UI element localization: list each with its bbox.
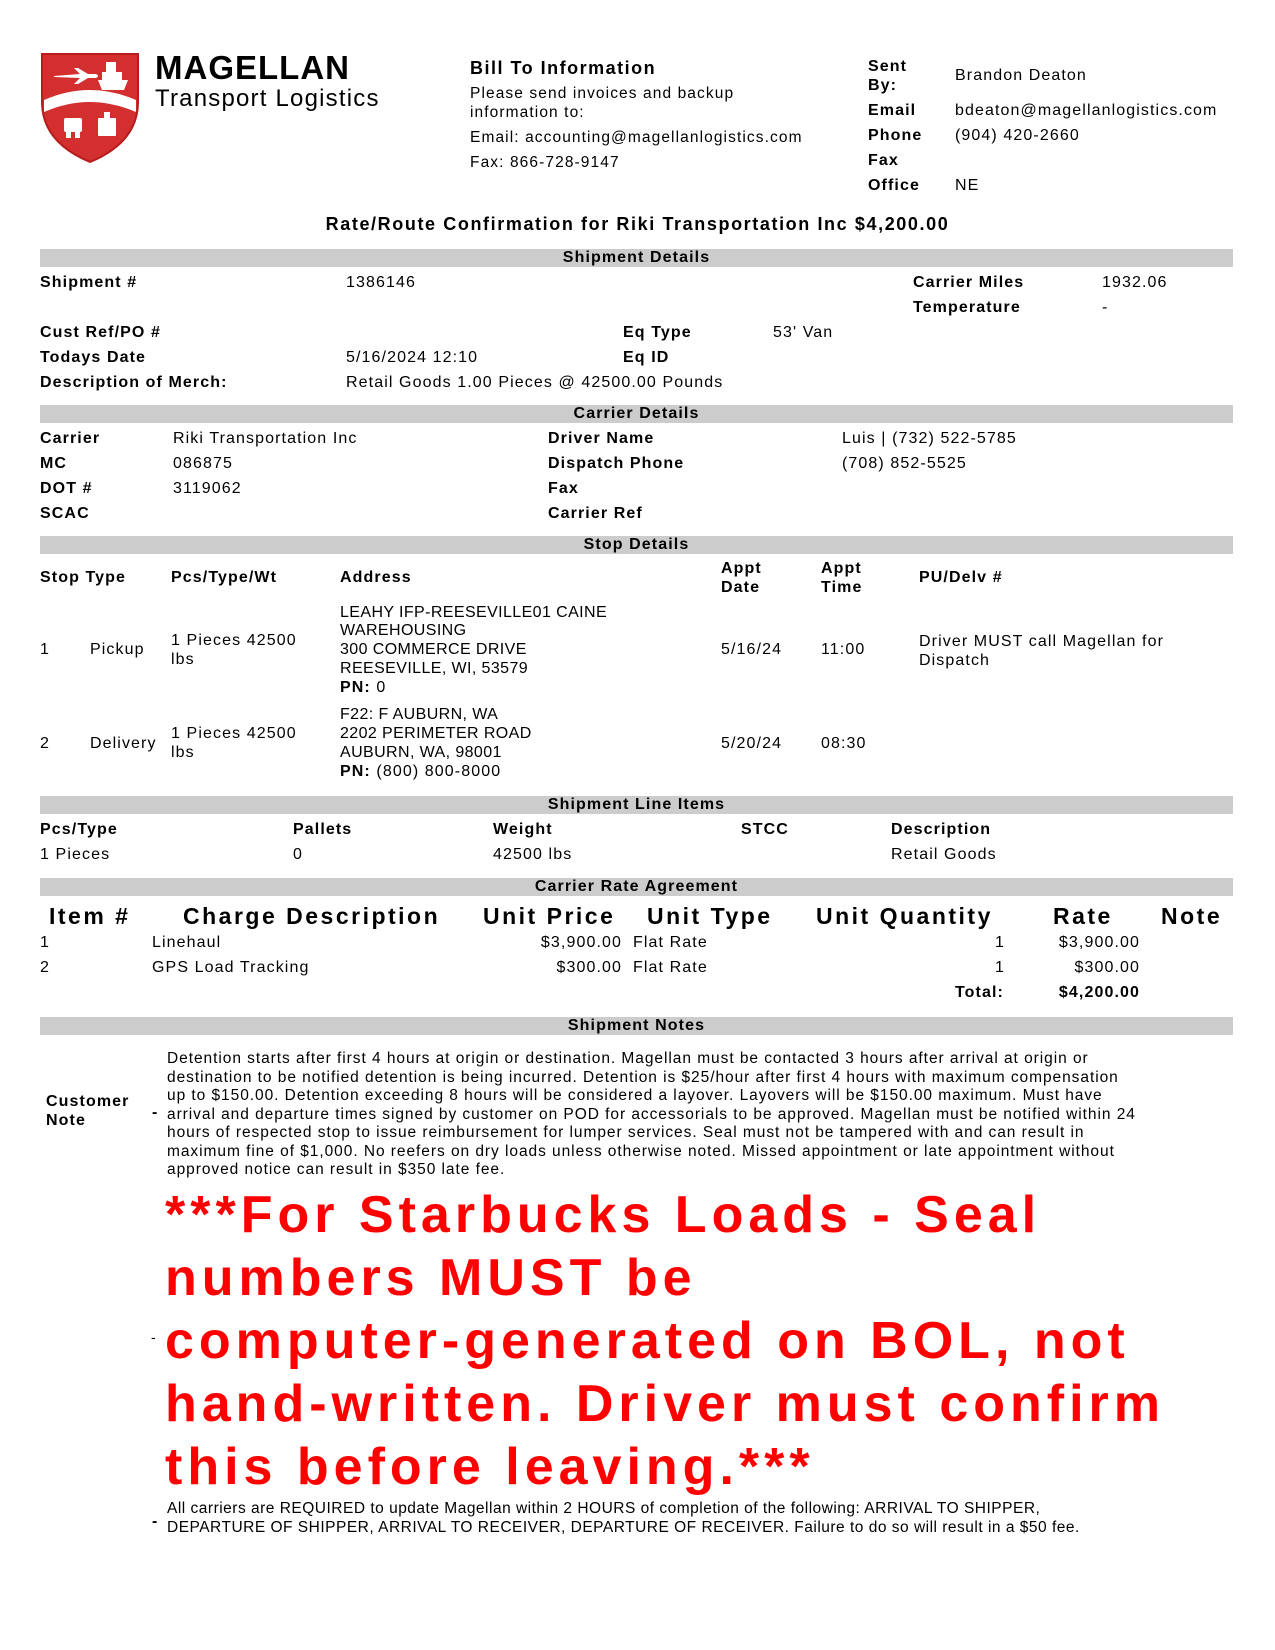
driver-name: Luis | (732) 522-5785 bbox=[842, 430, 1017, 447]
stop-2-type: Delivery bbox=[90, 735, 157, 752]
bill-to-fax: Fax: 866-728-9147 bbox=[470, 154, 620, 171]
shipment-notes-header: Shipment Notes bbox=[40, 1017, 1233, 1035]
todays-date: 5/16/2024 12:10 bbox=[346, 349, 479, 366]
rate-1-desc: Linehaul bbox=[152, 934, 222, 951]
company-tagline: Transport Logistics bbox=[155, 85, 380, 112]
document-title: Rate/Route Confirmation for Riki Transportation Inc $4,200.00 bbox=[325, 214, 950, 234]
note-1-text bbox=[167, 1050, 1136, 1180]
rate-1-qty: 1 bbox=[995, 934, 1005, 951]
stop-2-number: 2 bbox=[40, 735, 50, 752]
note-1-line: Detention starts after first 4 hours at origin or destination. Magellan must be contacted 3 hours after arrival at origin or bbox=[167, 1050, 1089, 1067]
weight-col: Weight bbox=[493, 821, 553, 838]
note-1-line: up to $150.00. Detention exceeding 8 hours will be considered a layover. Layovers will be $150.00 maximum. Must have bbox=[167, 1087, 1103, 1104]
bill-to-line2: information to: bbox=[470, 104, 585, 121]
carrier-miles-label: Carrier Miles bbox=[913, 274, 1025, 291]
line-pallets: 0 bbox=[293, 846, 303, 863]
shipment-details-header: Shipment Details bbox=[40, 249, 1233, 267]
line-description: Retail Goods bbox=[891, 846, 997, 863]
company-logo-shield bbox=[40, 50, 140, 165]
unit-type-col: Unit Type bbox=[647, 903, 773, 929]
warning-line: ***For Starbucks Loads - Seal bbox=[165, 1186, 1042, 1244]
stop-2-pn: PN: (800) 800-8000 bbox=[340, 763, 502, 780]
rate-2-type: Flat Rate bbox=[633, 959, 708, 976]
mc-number: 086875 bbox=[173, 455, 233, 472]
description-col: Description bbox=[891, 821, 992, 838]
line-items-header: Shipment Line Items bbox=[40, 796, 1233, 814]
unit-price-col: Unit Price bbox=[483, 903, 616, 929]
stop-2-appt-date: 5/20/24 bbox=[721, 735, 783, 752]
appt-time-col-2: Time bbox=[821, 579, 863, 596]
stop-1-pcs-line2: lbs bbox=[171, 651, 195, 668]
total-amount: $4,200.00 bbox=[1058, 984, 1140, 1001]
pu-delv-col: PU/Delv # bbox=[919, 569, 1003, 586]
warning-line: numbers MUST be bbox=[165, 1249, 697, 1307]
note-3-text bbox=[167, 1500, 1080, 1537]
stop-1-type: Pickup bbox=[90, 641, 145, 658]
stop-1-address-line2: WAREHOUSING bbox=[340, 622, 467, 639]
office-label: Office bbox=[868, 177, 920, 194]
note-3-dash: - bbox=[152, 1513, 159, 1530]
eq-id-label: Eq ID bbox=[623, 349, 670, 366]
stop-1-address-line4: REESEVILLE, WI, 53579 bbox=[340, 660, 529, 677]
warning-line: this before leaving.*** bbox=[165, 1438, 815, 1496]
rate-1-item: 1 bbox=[40, 934, 50, 951]
merch-label: Description of Merch: bbox=[40, 374, 228, 391]
note-1-dash: - bbox=[152, 1104, 159, 1121]
rate-2-price: $300.00 bbox=[556, 959, 622, 976]
note-1-line: approved notice can result in $350 late fee. bbox=[167, 1161, 506, 1178]
temperature: - bbox=[1102, 299, 1109, 316]
mc-label: MC bbox=[40, 455, 68, 472]
line-pcs: 1 Pieces bbox=[40, 846, 111, 863]
scac-label: SCAC bbox=[40, 505, 90, 522]
rate-col: Rate bbox=[1053, 903, 1113, 929]
stop-2-appt-time: 08:30 bbox=[821, 735, 867, 752]
note-1-line: destination to be notified detention is being incurred. Detention is $25/hour after first 4 hours with maximum compensation bbox=[167, 1068, 1119, 1086]
shipment-number: 1386146 bbox=[346, 274, 416, 291]
carrier-miles: 1932.06 bbox=[1102, 274, 1168, 291]
stop-1-appt-time: 11:00 bbox=[821, 641, 866, 658]
rate-2-desc: GPS Load Tracking bbox=[152, 959, 310, 976]
note-3-line: All carriers are REQUIRED to update Magellan within 2 HOURS of completion of the following: ARRIVAL TO SHIPPER, bbox=[167, 1500, 1041, 1517]
bill-to-title: Bill To Information bbox=[470, 58, 657, 78]
stcc-col: STCC bbox=[741, 821, 789, 838]
stop-1-address-line3: 300 COMMERCE DRIVE bbox=[340, 641, 527, 658]
sent-by-label-1: Sent bbox=[868, 58, 908, 75]
sent-by-value: Brandon Deaton bbox=[955, 67, 1087, 84]
stop-2-address-line3: AUBURN, WA, 98001 bbox=[340, 744, 502, 761]
warning-line: computer-generated on BOL, not bbox=[165, 1312, 1130, 1370]
total-label: Total: bbox=[955, 984, 1004, 1001]
customer-note-label-2: Note bbox=[46, 1112, 86, 1129]
carrier-name: Riki Transportation Inc bbox=[173, 430, 358, 447]
note-3-line: DEPARTURE OF SHIPPER, ARRIVAL TO RECEIVER, DEPARTURE OF RECEIVER. Failure to do so will result in a $50 fee. bbox=[167, 1518, 1080, 1536]
merch-description: Retail Goods 1.00 Pieces @ 42500.00 Pounds bbox=[346, 374, 724, 391]
starbucks-warning bbox=[165, 1184, 1165, 1499]
office-value: NE bbox=[955, 177, 980, 194]
pallets-col: Pallets bbox=[293, 821, 353, 838]
company-name: MAGELLAN bbox=[155, 49, 350, 86]
dispatch-phone-label: Dispatch Phone bbox=[548, 455, 685, 472]
note-col: Note bbox=[1161, 903, 1223, 929]
bill-to-line1: Please send invoices and backup bbox=[470, 85, 735, 102]
carrier-fax-label: Fax bbox=[548, 480, 579, 497]
dot-number: 3119062 bbox=[173, 480, 242, 497]
rate-agreement-header: Carrier Rate Agreement bbox=[40, 878, 1233, 896]
pcs-type-col: Pcs/Type bbox=[40, 821, 118, 838]
rate-2-item: 2 bbox=[40, 959, 50, 976]
rate-2-rate: $300.00 bbox=[1074, 959, 1140, 976]
cust-ref-label: Cust Ref/PO # bbox=[40, 324, 161, 341]
carrier-ref-label: Carrier Ref bbox=[548, 505, 643, 522]
rate-1-price: $3,900.00 bbox=[540, 934, 622, 951]
stop-2-address-line1: F22: F AUBURN, WA bbox=[340, 706, 499, 723]
todays-date-label: Todays Date bbox=[40, 349, 147, 366]
sent-by-label-2: By: bbox=[868, 77, 898, 94]
unit-quantity-col: Unit Quantity bbox=[816, 903, 993, 929]
eq-type: 53' Van bbox=[773, 324, 834, 341]
customer-note-label-1: Customer bbox=[46, 1093, 130, 1110]
carrier-label: Carrier bbox=[40, 430, 101, 447]
stop-2-address-line2: 2202 PERIMETER ROAD bbox=[340, 725, 532, 742]
email-value: bdeaton@magellanlogistics.com bbox=[955, 102, 1218, 119]
eq-type-label: Eq Type bbox=[623, 324, 692, 341]
rate-1-type: Flat Rate bbox=[633, 934, 708, 951]
driver-name-label: Driver Name bbox=[548, 430, 655, 447]
note-1-line: hours of respected stop to issue reimbursement for lumper services. Seal must not be tampered with and can result in bbox=[167, 1124, 1085, 1141]
stop-2-pcs-line2: lbs bbox=[171, 744, 195, 761]
dispatch-phone: (708) 852-5525 bbox=[842, 455, 967, 472]
phone-value: (904) 420-2660 bbox=[955, 127, 1080, 144]
stop-type-col: Stop Type bbox=[40, 569, 127, 586]
charge-description-col: Charge Description bbox=[183, 903, 441, 929]
carrier-details-header: Carrier Details bbox=[40, 405, 1233, 423]
note-1-line: arrival and departure times signed by customer on POD for accessorials to be approved. Magellan must be notified within 24 bbox=[167, 1105, 1136, 1123]
stop-1-address-line1: LEAHY IFP-REESEVILLE01 CAINE bbox=[340, 604, 608, 621]
appt-date-col-1: Appt bbox=[721, 560, 762, 577]
stop-2-pcs-line1: 1 Pieces 42500 bbox=[171, 725, 297, 742]
bill-to-email: Email: accounting@magellanlogistics.com bbox=[470, 129, 803, 146]
stop-1-pcs-line1: 1 Pieces 42500 bbox=[171, 632, 297, 649]
stop-1-appt-date: 5/16/24 bbox=[721, 641, 783, 658]
email-label: Email bbox=[868, 102, 917, 119]
stop-details-header: Stop Details bbox=[40, 536, 1233, 554]
warning-line: hand-written. Driver must confirm bbox=[165, 1375, 1165, 1433]
rate-1-rate: $3,900.00 bbox=[1058, 934, 1140, 951]
address-col: Address bbox=[340, 569, 412, 586]
pcs-type-wt-col: Pcs/Type/Wt bbox=[171, 569, 278, 586]
fax-label: Fax bbox=[868, 152, 899, 169]
note-1-line: maximum fine of $1,000. No reefers on dry loads unless otherwise noted. Missed appointment or late appointment without bbox=[167, 1142, 1115, 1160]
stop-1-number: 1 bbox=[40, 641, 50, 658]
item-number-col: Item # bbox=[49, 903, 131, 929]
temperature-label: Temperature bbox=[913, 299, 1021, 316]
rate-2-qty: 1 bbox=[995, 959, 1005, 976]
stop-1-pu-line2: Dispatch bbox=[919, 652, 991, 669]
appt-date-col-2: Date bbox=[721, 579, 761, 596]
stop-1-pn: PN: 0 bbox=[340, 679, 387, 696]
phone-label: Phone bbox=[868, 127, 923, 144]
stop-1-pu-line1: Driver MUST call Magellan for bbox=[919, 633, 1164, 650]
note-2-dash: - bbox=[151, 1329, 157, 1345]
shipment-number-label: Shipment # bbox=[40, 274, 138, 291]
dot-label: DOT # bbox=[40, 480, 93, 497]
line-weight: 42500 lbs bbox=[493, 846, 573, 863]
appt-time-col-1: Appt bbox=[821, 560, 862, 577]
